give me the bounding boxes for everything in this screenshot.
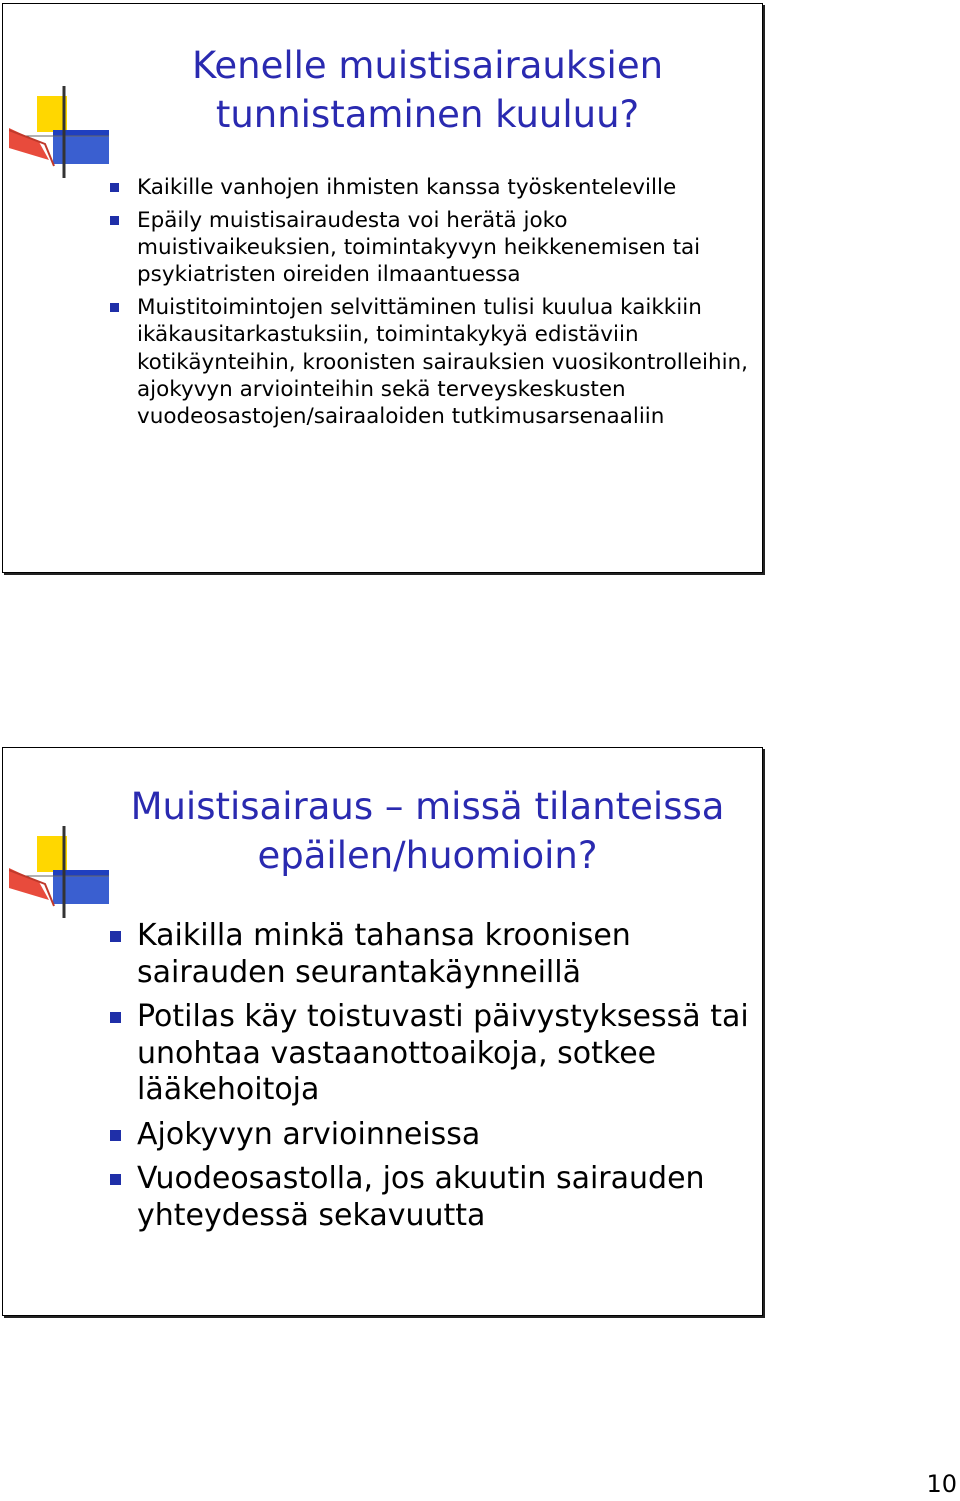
square-bullet-icon bbox=[110, 216, 119, 225]
office-template-logo-icon bbox=[9, 826, 109, 918]
list-item bbox=[3, 174, 754, 201]
slide-title-line: Muistisairaus – missä tilanteissa bbox=[130, 785, 725, 828]
bullet-text: Vuodeosastolla, jos akuutin sairauden yhteydessä sekavuutta bbox=[137, 1161, 705, 1233]
bullet-list bbox=[3, 174, 754, 436]
list-item bbox=[3, 999, 754, 1109]
square-bullet-icon bbox=[110, 1174, 121, 1185]
slide-title-line: Kenelle muistisairauksien bbox=[191, 44, 664, 87]
list-item bbox=[3, 1161, 754, 1234]
bullet-text: Ajokyvyn arvioinneissa bbox=[137, 1116, 481, 1152]
slide-title-line: tunnistaminen kuuluu? bbox=[215, 93, 640, 136]
bullet-list bbox=[3, 918, 754, 1242]
bullet-text: Muistitoimintojen selvittäminen tulisi kuulua kaikkiin ikäkausitarkastuksiin, toimintakykyä edistäviin kotikäynteihin, kroonisten sairauksien vuosikontrolleihin, ajokyvyn arviointeihin sekä terveyskeskusten vuodeosastojen/sairaaloiden tutkimusarsenaaliin bbox=[137, 295, 749, 430]
bullet-text: Kaikilla minkä tahansa kroonisen sairauden seurantakäynneillä bbox=[137, 918, 631, 990]
slide-title bbox=[103, 41, 752, 139]
square-bullet-icon bbox=[110, 183, 119, 192]
bullet-text: Epäily muistisairaudesta voi herätä joko muistivaikeuksien, toimintakyvyn heikkenemisen tai psykiatristen oireiden ilmaantuessa bbox=[137, 207, 701, 288]
page-number: 10 bbox=[926, 1470, 957, 1498]
slide-1 bbox=[2, 3, 763, 573]
list-item bbox=[3, 918, 754, 991]
square-bullet-icon bbox=[110, 1130, 121, 1141]
slide-title bbox=[103, 782, 752, 880]
office-template-logo-icon bbox=[9, 86, 109, 178]
square-bullet-icon bbox=[110, 1012, 121, 1023]
slide-title-line: epäilen/huomioin? bbox=[257, 834, 598, 877]
bullet-text: Potilas käy toistuvasti päivystyksessä tai unohtaa vastaanottoaikoja, sotkee lääkehoitoja bbox=[137, 999, 749, 1107]
list-item bbox=[3, 294, 754, 430]
bullet-text: Kaikille vanhojen ihmisten kanssa työskenteleville bbox=[137, 175, 677, 200]
square-bullet-icon bbox=[110, 303, 119, 312]
list-item bbox=[3, 1117, 754, 1154]
list-item bbox=[3, 207, 754, 289]
slide-2 bbox=[2, 747, 763, 1316]
square-bullet-icon bbox=[110, 931, 121, 942]
